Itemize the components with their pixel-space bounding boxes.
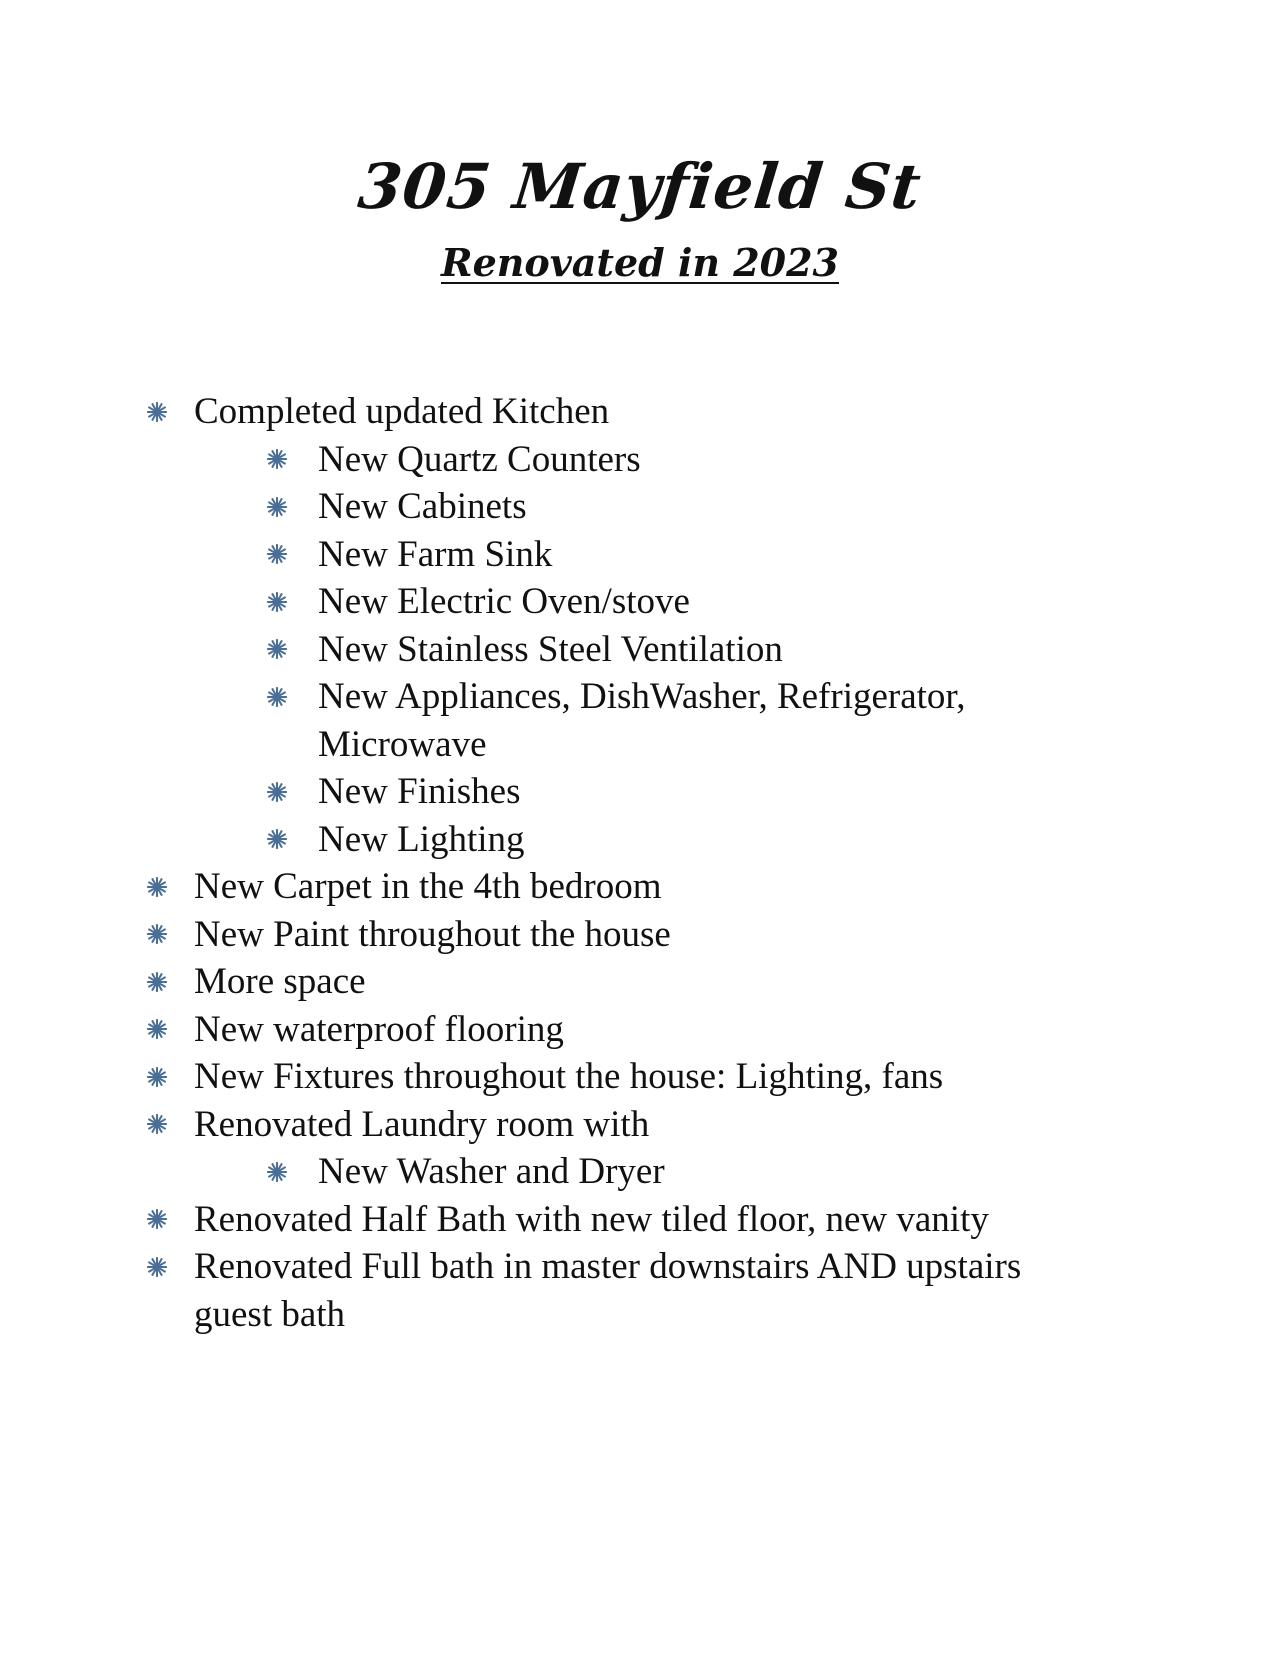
page-title: 305 Mayfield St: [354, 150, 926, 223]
list-item-text: New Electric Oven/stove: [318, 581, 690, 622]
list-item-text: Renovated Half Bath with new tiled floor, new vanity: [194, 1198, 989, 1240]
list-item-text: New Lighting: [318, 818, 525, 860]
list-item-text: Completed updated Kitchen: [194, 391, 610, 432]
list-item-text: New Fixtures throughout the house: Lighting, fans: [194, 1056, 944, 1097]
list-item-text: Renovated Full bath in master downstairs AND upstairs guest bath: [194, 1246, 1022, 1335]
list-subitem: [0, 626, 1280, 674]
list-subitem: [0, 436, 1280, 484]
renovation-list: [0, 388, 1280, 1338]
list-item-text: Renovated Laundry room with: [194, 1103, 650, 1145]
list-item: [0, 388, 1280, 436]
list-item: [0, 863, 1280, 911]
asterisk-bullet-icon: [145, 1196, 169, 1244]
asterisk-bullet-icon: [265, 578, 289, 626]
list-item-text: New Carpet in the 4th bedroom: [194, 866, 662, 907]
asterisk-bullet-icon: [145, 1101, 169, 1149]
list-item-text: New waterproof flooring: [194, 1008, 564, 1050]
asterisk-bullet-icon: [145, 1243, 169, 1291]
asterisk-bullet-icon: [145, 911, 169, 959]
list-item: [0, 911, 1280, 959]
list-item-text: New Quartz Counters: [318, 438, 641, 480]
asterisk-bullet-icon: [265, 673, 289, 721]
list-subitem: [0, 1148, 1280, 1196]
asterisk-bullet-icon: [145, 1006, 169, 1054]
asterisk-bullet-icon: [265, 816, 289, 864]
asterisk-bullet-icon: [265, 483, 289, 531]
asterisk-bullet-icon: [265, 768, 289, 816]
list-subitem: [0, 483, 1280, 531]
list-subitem: [0, 673, 1280, 768]
list-subitem: [0, 578, 1280, 626]
list-subitem: [0, 816, 1280, 864]
asterisk-bullet-icon: [265, 436, 289, 484]
list-item-text: New Stainless Steel Ventilation: [318, 628, 783, 670]
list-subitem: [0, 531, 1280, 579]
asterisk-bullet-icon: [145, 1053, 169, 1101]
list-item: [0, 1006, 1280, 1054]
list-item: [0, 1101, 1280, 1149]
list-item-text: New Paint throughout the house: [194, 913, 671, 955]
asterisk-bullet-icon: [145, 958, 169, 1006]
list-item: [0, 1243, 1280, 1338]
list-item: [0, 1196, 1280, 1244]
subtitle-text: Renovated in 2023: [440, 240, 840, 285]
list-item-text: New Appliances, DishWasher, Refrigerator, Microwave: [318, 676, 966, 765]
list-item: [0, 1053, 1280, 1101]
page-subtitle: [0, 240, 1280, 285]
asterisk-bullet-icon: [145, 388, 169, 436]
list-item: [0, 958, 1280, 1006]
list-item-text: More space: [194, 961, 366, 1002]
list-item-text: New Farm Sink: [318, 533, 553, 575]
asterisk-bullet-icon: [145, 863, 169, 911]
asterisk-bullet-icon: [265, 531, 289, 579]
list-item-text: New Cabinets: [318, 486, 527, 527]
asterisk-bullet-icon: [265, 626, 289, 674]
list-subitem: [0, 768, 1280, 816]
list-item-text: New Finishes: [318, 771, 521, 812]
list-item-text: New Washer and Dryer: [318, 1151, 665, 1192]
asterisk-bullet-icon: [265, 1148, 289, 1196]
